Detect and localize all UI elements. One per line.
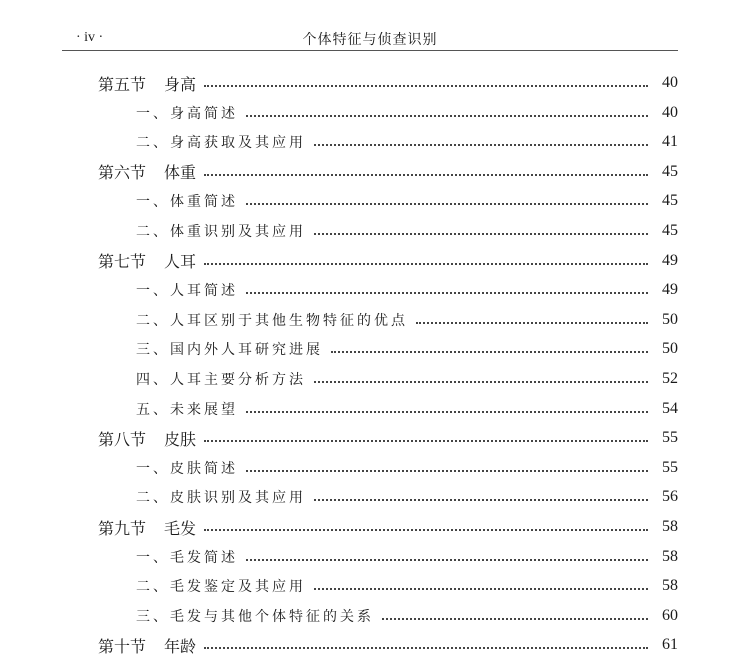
toc-section-number: 第十节 — [98, 636, 147, 656]
dot-leader — [314, 499, 648, 501]
toc-page-number: 58 — [662, 518, 678, 535]
toc-subsection-entry[interactable] — [136, 482, 678, 512]
dot-leader — [246, 411, 648, 413]
toc-subsection-title: 二、人耳区别于其他生物特征的优点 — [136, 312, 408, 329]
toc-page-number: 55 — [662, 429, 678, 447]
toc-page-number: 45 — [662, 162, 678, 180]
toc-subsection-title: 一、人耳简述 — [136, 283, 238, 300]
toc-section-entry[interactable] — [98, 157, 678, 187]
toc-subsection-entry[interactable] — [136, 275, 678, 305]
toc-page-number: 49 — [662, 281, 678, 299]
dot-leader — [246, 115, 648, 117]
toc-section-heading — [98, 427, 196, 450]
toc-section-number: 第六节 — [98, 163, 147, 183]
running-header — [62, 28, 678, 51]
toc-section-entry[interactable] — [98, 512, 678, 542]
toc-subsection-title: 四、人耳主要分析方法 — [136, 372, 306, 388]
toc-page-number: 45 — [662, 222, 678, 239]
toc-page-number: 55 — [662, 458, 678, 476]
toc-page-number: 40 — [662, 103, 678, 121]
toc-subsection-title: 三、国内外人耳研究进展 — [136, 342, 323, 359]
toc-section-entry[interactable] — [98, 630, 678, 660]
dot-leader — [314, 233, 648, 235]
toc-subsection-title: 一、身高简述 — [136, 105, 238, 122]
toc-page-number: 61 — [662, 636, 678, 654]
toc-subsection-entry[interactable] — [136, 98, 678, 128]
toc-section-heading — [98, 516, 196, 539]
toc-page-number: 56 — [662, 488, 678, 506]
toc-subsection-entry[interactable] — [136, 571, 678, 601]
toc-page-number: 40 — [662, 74, 678, 91]
toc-section-heading — [98, 160, 196, 183]
dot-leader — [204, 85, 648, 87]
toc-section-title: 身高 — [164, 74, 197, 94]
dot-leader — [204, 263, 648, 265]
toc-subsection-entry[interactable] — [136, 186, 678, 216]
running-title: 个体特征与侦查识别 — [302, 32, 438, 48]
toc-subsection-title: 二、皮肤识别及其应用 — [136, 490, 306, 507]
dot-leader — [246, 559, 648, 561]
dot-leader — [314, 381, 648, 383]
toc-subsection-title: 一、体重简述 — [136, 194, 238, 211]
toc-subsection-entry[interactable] — [136, 127, 678, 157]
toc-subsection-entry[interactable] — [136, 216, 678, 246]
page-number: · iv · — [76, 30, 104, 45]
toc-subsection-title: 二、体重识别及其应用 — [136, 224, 306, 240]
toc-page-number: 52 — [662, 370, 678, 387]
toc-section-title: 年龄 — [164, 636, 197, 656]
toc-subsection-title: 二、毛发鉴定及其应用 — [136, 579, 306, 596]
toc-page-number: 58 — [662, 547, 678, 565]
toc-section-entry[interactable] — [98, 68, 678, 98]
toc-subsection-entry[interactable] — [136, 394, 678, 424]
toc-page-number: 54 — [662, 399, 678, 417]
toc-subsection-entry[interactable] — [136, 305, 678, 335]
toc-subsection-entry[interactable] — [136, 453, 678, 483]
toc-section-title: 人耳 — [164, 252, 197, 272]
toc-page-number: 50 — [662, 310, 678, 328]
toc-section-heading — [98, 249, 196, 272]
toc-page-number: 45 — [662, 192, 678, 210]
toc-section-number: 第八节 — [98, 429, 147, 449]
dot-leader — [204, 174, 648, 176]
toc-section-heading — [98, 72, 196, 95]
toc-section-title: 体重 — [164, 163, 197, 183]
toc-section-number: 第五节 — [98, 74, 147, 94]
dot-leader — [246, 203, 648, 205]
toc-page-number: 50 — [662, 340, 678, 358]
toc-page-number: 49 — [662, 251, 678, 269]
dot-leader — [382, 618, 648, 620]
toc-section-heading — [98, 634, 196, 657]
toc-section-entry[interactable] — [98, 423, 678, 453]
toc-section-title: 皮肤 — [164, 429, 197, 449]
toc-subsection-title: 一、皮肤简述 — [136, 460, 238, 477]
dot-leader — [331, 351, 648, 353]
toc-subsection-entry[interactable] — [136, 334, 678, 364]
toc-subsection-title: 五、未来展望 — [136, 401, 238, 418]
toc-page-number: 41 — [662, 133, 678, 151]
dot-leader — [314, 588, 648, 590]
toc-section-entry[interactable] — [98, 246, 678, 276]
dot-leader — [204, 529, 648, 531]
toc-section-title: 毛发 — [164, 518, 197, 538]
toc-subsection-entry[interactable] — [136, 542, 678, 572]
toc-page-number: 58 — [662, 577, 678, 595]
toc-subsection-title: 三、毛发与其他个体特征的关系 — [136, 608, 374, 625]
toc-subsection-entry[interactable] — [136, 601, 678, 631]
toc-subsection-entry[interactable] — [136, 364, 678, 394]
dot-leader — [246, 292, 648, 294]
dot-leader — [246, 470, 648, 472]
dot-leader — [314, 144, 648, 146]
toc-subsection-title: 二、身高获取及其应用 — [136, 135, 306, 152]
dot-leader — [204, 440, 648, 442]
dot-leader — [416, 322, 648, 324]
toc-section-number: 第九节 — [98, 518, 147, 538]
toc-subsection-title: 一、毛发简述 — [136, 549, 238, 566]
toc-page-number: 60 — [662, 606, 678, 624]
toc-section-number: 第七节 — [98, 252, 147, 272]
dot-leader — [204, 647, 648, 649]
